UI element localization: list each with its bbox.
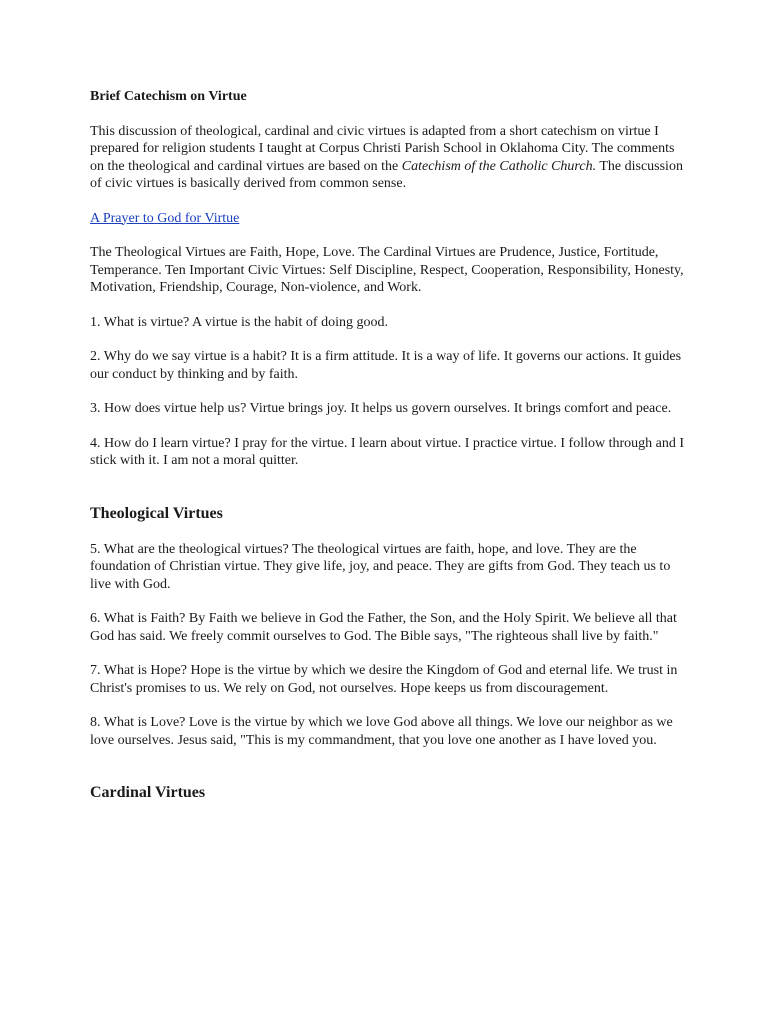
prayer-link[interactable]: A Prayer to God for Virtue: [90, 210, 240, 226]
summary-paragraph: The Theological Virtues are Faith, Hope, Love. The Cardinal Virtues are Prudence, Justice, Fortitude, Temperance. Ten Important Civic Virtues: Self Discipline, Respect, Cooperation, Responsibility, Honesty, Motivation, Friendship, Courage, Non-violence, and Work.: [90, 245, 684, 295]
question-paragraph: 5. What are the theological virtues? The theological virtues are faith, hope, and love. They are the foundation of Christian virtue. They give life, joy, and peace. They are gifts from God. They teach us to live with God.: [90, 541, 671, 592]
intro-text-part2: The discussion of civic virtues is basically derived from common sense.: [90, 158, 683, 191]
question-paragraph: 1. What is virtue? A virtue is the habit of doing good.: [90, 314, 388, 330]
document-page: [90, 88, 690, 820]
question-paragraph: 7. What is Hope? Hope is the virtue by which we desire the Kingdom of God and eternal life. We trust in Christ's promises to us. We rely on God, not ourselves. Hope keeps us from discouragement.: [90, 663, 678, 696]
question-paragraph: 8. What is Love? Love is the virtue by which we love God above all things. We love our neighbor as we love ourselves. Jesus said, "This is my commandment, that you love one another as I have loved you.: [90, 715, 673, 748]
section-heading-cardinal: Cardinal Virtues: [90, 784, 206, 801]
prayer-link-paragraph: [90, 210, 690, 228]
question-paragraph: 3. How does virtue help us? Virtue brings joy. It helps us govern ourselves. It brings comfort and peace.: [90, 401, 672, 416]
intro-text-part1: This discussion of theological, cardinal and civic virtues is adapted from a short catechism on virtue I prepared for religion students I taught at Corpus Christi Parish School in Oklahoma City. The comments on the theological and cardinal virtues are based on the: [90, 123, 675, 174]
intro-paragraph: [90, 123, 690, 193]
section-heading-theological: Theological Virtues: [90, 504, 223, 522]
document-title: Brief Catechism on Virtue: [90, 89, 247, 104]
question-paragraph: 2. Why do we say virtue is a habit? It is a firm attitude. It is a way of life. It governs our actions. It guides our conduct by thinking and by faith.: [90, 349, 682, 382]
intro-italic-title: Catechism of the Catholic Church.: [401, 158, 597, 174]
question-paragraph: 6. What is Faith? By Faith we believe in God the Father, the Son, and the Holy Spirit. We believe all that God has said. We freely commit ourselves to God. The Bible says, "The righteous shall live by faith.": [90, 611, 677, 644]
question-paragraph: 4. How do I learn virtue? I pray for the virtue. I learn about virtue. I practice virtue. I follow through and I stick with it. I am not a moral quitter.: [90, 435, 685, 468]
